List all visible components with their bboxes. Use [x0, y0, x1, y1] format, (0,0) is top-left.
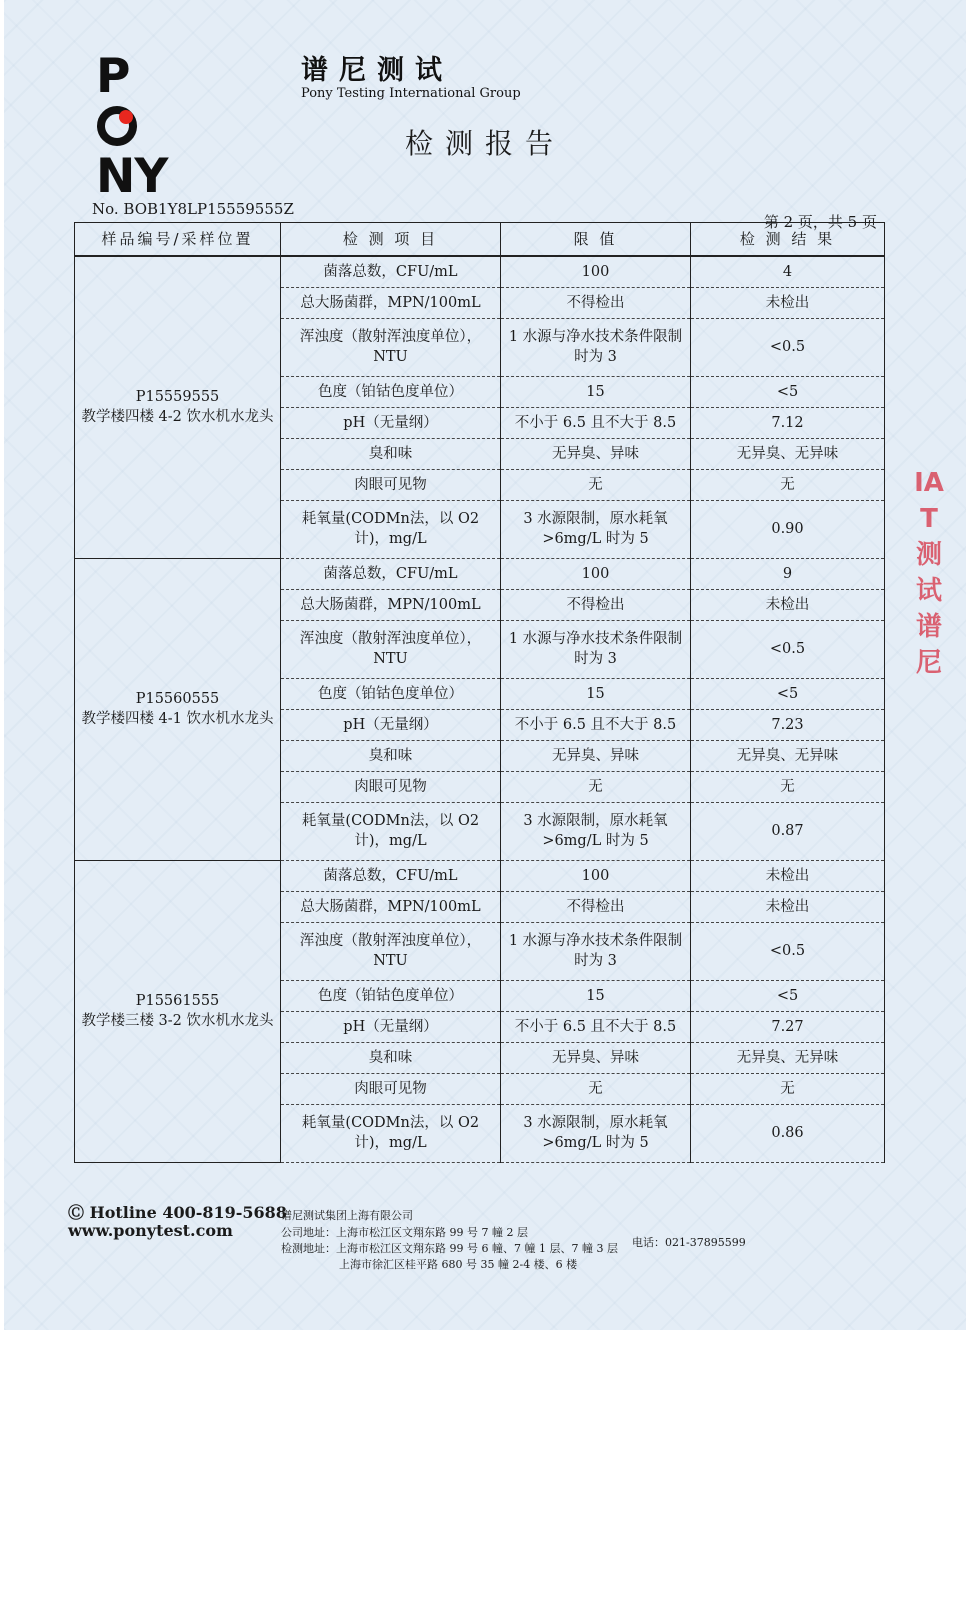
- item-cell: 臭和味: [281, 1042, 501, 1073]
- result-cell: 未检出: [691, 860, 885, 891]
- limit-cell: 不小于 6.5 且不大于 8.5: [501, 709, 691, 740]
- result-cell: 7.23: [691, 709, 885, 740]
- result-cell: <0.5: [691, 922, 885, 980]
- result-cell: 未检出: [691, 287, 885, 318]
- limit-cell: 不得检出: [501, 891, 691, 922]
- item-cell: 色度（铂钴色度单位）: [281, 980, 501, 1011]
- item-cell: 色度（铂钴色度单位）: [281, 678, 501, 709]
- limit-cell: 不小于 6.5 且不大于 8.5: [501, 1011, 691, 1042]
- item-cell: 肉眼可见物: [281, 1073, 501, 1104]
- limit-cell: 3 水源限制，原水耗氧 >6mg/L 时为 5: [501, 1104, 691, 1162]
- report-title: 检测报告: [404, 127, 565, 160]
- limit-cell: 1 水源与净水技术条件限制时为 3: [501, 922, 691, 980]
- red-seal-stamp: IAT测试谱尼: [914, 468, 944, 678]
- lab-address-2: 上海市徐汇区桂平路 680 号 35 幢 2-4 楼、6 楼: [339, 1258, 578, 1271]
- result-cell: 7.27: [691, 1011, 885, 1042]
- sample-cell: [75, 860, 281, 1162]
- item-cell: pH（无量纲）: [281, 407, 501, 438]
- result-cell: 无异臭、无异味: [691, 438, 885, 469]
- limit-cell: 无异臭、异味: [501, 438, 691, 469]
- limit-cell: 100: [501, 256, 691, 287]
- limit-cell: 不得检出: [501, 287, 691, 318]
- result-cell: <5: [691, 376, 885, 407]
- limit-cell: 15: [501, 678, 691, 709]
- table-row: [75, 558, 885, 589]
- item-cell: 浑浊度（散射浑浊度单位），NTU: [281, 318, 501, 376]
- item-cell: 总大肠菌群，MPN/100mL: [281, 589, 501, 620]
- result-cell: <5: [691, 980, 885, 1011]
- limit-cell: 15: [501, 980, 691, 1011]
- result-cell: 未检出: [691, 589, 885, 620]
- header-result: 检 测 结 果: [691, 223, 885, 257]
- limit-cell: 3 水源限制，原水耗氧 >6mg/L 时为 5: [501, 500, 691, 558]
- logo-chinese-name: 谱尼测试: [301, 55, 453, 86]
- item-cell: 总大肠菌群，MPN/100mL: [281, 891, 501, 922]
- result-cell: 未检出: [691, 891, 885, 922]
- result-cell: <0.5: [691, 620, 885, 678]
- limit-cell: 1 水源与净水技术条件限制时为 3: [501, 318, 691, 376]
- limit-cell: 15: [501, 376, 691, 407]
- limit-cell: 100: [501, 860, 691, 891]
- logo-english-name: Pony Testing International Group: [301, 86, 521, 101]
- item-cell: 菌落总数，CFU/mL: [281, 256, 501, 287]
- limit-cell: 无: [501, 771, 691, 802]
- header-sample: 样品编号/采样位置: [75, 223, 281, 257]
- result-cell: 无: [691, 1073, 885, 1104]
- item-cell: 浑浊度（散射浑浊度单位），NTU: [281, 922, 501, 980]
- item-cell: 浑浊度（散射浑浊度单位），NTU: [281, 620, 501, 678]
- result-cell: 0.87: [691, 802, 885, 860]
- footer-company: 谱尼测试集团上海有限公司: [281, 1209, 413, 1222]
- copyright-phone-icon: Ⓒ: [68, 1203, 85, 1222]
- result-cell: 无异臭、无异味: [691, 740, 885, 771]
- sample-cell: [75, 256, 281, 558]
- limit-cell: 无: [501, 1073, 691, 1104]
- table-row: [75, 256, 885, 287]
- limit-cell: 无异臭、异味: [501, 740, 691, 771]
- header-item: 检 测 项 目: [281, 223, 501, 257]
- result-cell: <5: [691, 678, 885, 709]
- sample-location: 教学楼三楼 3-2 饮水机水龙头: [81, 1013, 274, 1029]
- sample-cell: [75, 558, 281, 860]
- item-cell: 总大肠菌群，MPN/100mL: [281, 287, 501, 318]
- item-cell: 肉眼可见物: [281, 469, 501, 500]
- limit-cell: 100: [501, 558, 691, 589]
- item-cell: 耗氧量(CODMn法，以 O2 计)，mg/L: [281, 1104, 501, 1162]
- result-cell: 0.90: [691, 500, 885, 558]
- result-cell: 4: [691, 256, 885, 287]
- item-cell: 色度（铂钴色度单位）: [281, 376, 501, 407]
- limit-cell: 不小于 6.5 且不大于 8.5: [501, 407, 691, 438]
- item-cell: 臭和味: [281, 438, 501, 469]
- sample-id: P15560555: [135, 691, 220, 707]
- limit-cell: 不得检出: [501, 589, 691, 620]
- sample-location: 教学楼四楼 4-2 饮水机水龙头: [81, 409, 274, 426]
- table-row: [75, 860, 885, 891]
- logo-wordmark: PNY: [96, 49, 168, 204]
- limit-cell: 无: [501, 469, 691, 500]
- result-cell: 9: [691, 558, 885, 589]
- item-cell: pH（无量纲）: [281, 1011, 501, 1042]
- page-info: 第 2 页，共 5 页: [763, 213, 877, 231]
- table-header-row: [75, 223, 885, 257]
- item-cell: 臭和味: [281, 740, 501, 771]
- result-cell: 0.86: [691, 1104, 885, 1162]
- footer-addresses: [281, 1225, 641, 1273]
- result-cell: 无异臭、无异味: [691, 1042, 885, 1073]
- item-cell: pH（无量纲）: [281, 709, 501, 740]
- item-cell: 肉眼可见物: [281, 771, 501, 802]
- result-cell: 无: [691, 771, 885, 802]
- item-cell: 耗氧量(CODMn法，以 O2 计)，mg/L: [281, 500, 501, 558]
- item-cell: 菌落总数，CFU/mL: [281, 558, 501, 589]
- result-cell: <0.5: [691, 318, 885, 376]
- footer-phone: 电话：021-37895599: [632, 1236, 746, 1249]
- results-table: [74, 222, 885, 1163]
- report-number: No. BOB1Y8LP15559555Z: [92, 200, 294, 218]
- limit-cell: 1 水源与净水技术条件限制时为 3: [501, 620, 691, 678]
- sample-id: P15559555: [135, 389, 220, 406]
- header-limit: 限 值: [501, 223, 691, 257]
- item-cell: 菌落总数，CFU/mL: [281, 860, 501, 891]
- website: www.ponytest.com: [68, 1221, 233, 1240]
- report-page: [4, 0, 966, 1330]
- result-cell: 7.12: [691, 407, 885, 438]
- sample-location: 教学楼四楼 4-1 饮水机水龙头: [81, 711, 274, 727]
- result-cell: 无: [691, 469, 885, 500]
- company-address: 公司地址：上海市松江区文翔东路 99 号 7 幢 2 层: [281, 1226, 528, 1239]
- hotline: Ⓒ Hotline 400-819-5688: [68, 1203, 287, 1222]
- item-cell: 耗氧量(CODMn法，以 O2 计)，mg/L: [281, 802, 501, 860]
- limit-cell: 3 水源限制，原水耗氧 >6mg/L 时为 5: [501, 802, 691, 860]
- limit-cell: 无异臭、异味: [501, 1042, 691, 1073]
- lab-address-1: 检测地址：上海市松江区文翔东路 99 号 6 幢、7 幢 1 层、7 幢 3 层: [281, 1242, 618, 1255]
- sample-id: P15561555: [135, 993, 220, 1009]
